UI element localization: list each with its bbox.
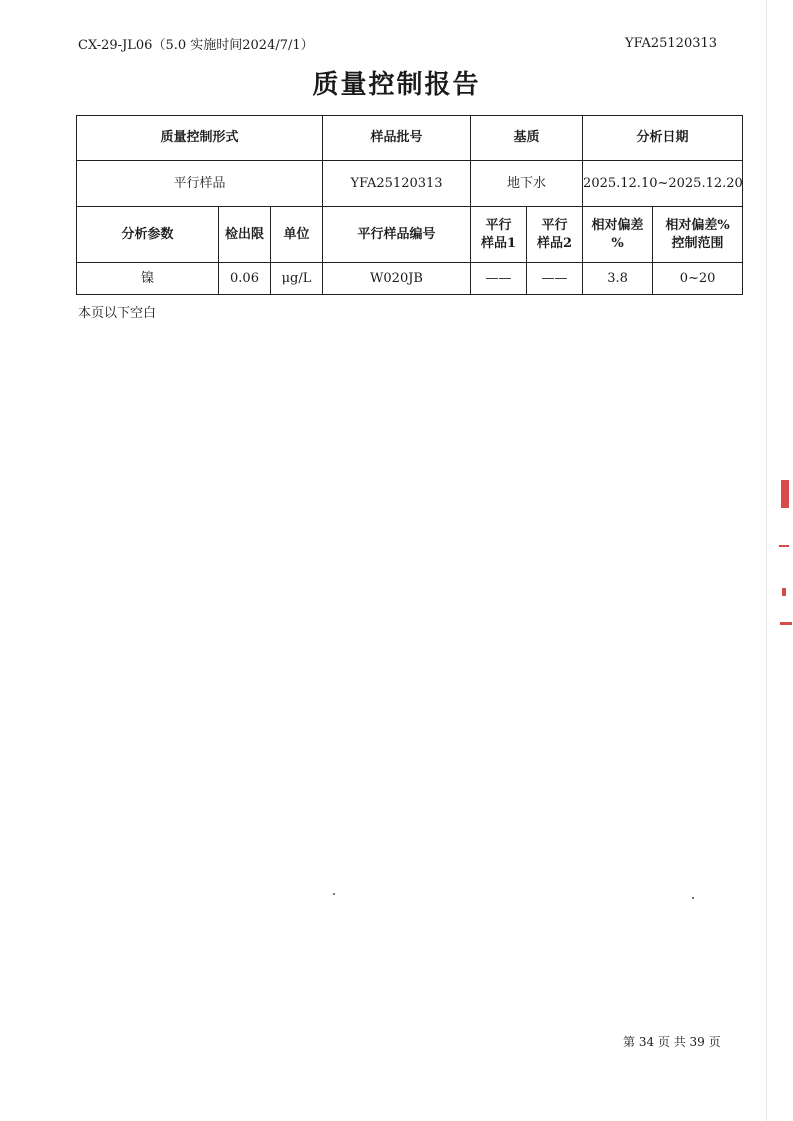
col-header-relative-deviation: 相对偏差 % [583, 207, 653, 263]
header-sample-batch: 样品批号 [323, 116, 471, 161]
form-code: CX-29-JL06（5.0 实施时间2024/7/1） [78, 38, 314, 53]
seal-fragment [779, 545, 789, 547]
cell-sample-id: W020JB [323, 263, 471, 295]
header-analysis-date: 分析日期 [583, 116, 743, 161]
cell-unit: μg/L [271, 263, 323, 295]
scan-speck [692, 897, 694, 899]
seal-fragment [782, 588, 786, 596]
blank-below-note: 本页以下空白 [78, 306, 157, 321]
col-header-unit: 单位 [271, 207, 323, 263]
cell-relative-deviation: 3.8 [583, 263, 653, 295]
table-row [77, 263, 743, 295]
header-matrix: 基质 [471, 116, 583, 161]
header-qc-form: 质量控制形式 [77, 116, 323, 161]
col-header-parallel-1: 平行 样品1 [471, 207, 527, 263]
matrix-value: 地下水 [471, 161, 583, 207]
cell-control-range: 0~20 [653, 263, 743, 295]
analysis-date-value: 2025.12.10~2025.12.20 [583, 161, 743, 207]
cell-parallel-2: —— [527, 263, 583, 295]
qc-form-value: 平行样品 [77, 161, 323, 207]
page-edge-shadow [766, 0, 767, 1121]
page-number: 第 34 页 共 39 页 [623, 1035, 721, 1049]
cell-limit: 0.06 [219, 263, 271, 295]
seal-fragment [780, 622, 792, 625]
seal-fragment [781, 480, 789, 508]
cell-param: 镍 [77, 263, 219, 295]
report-title: 质量控制报告 [312, 70, 481, 100]
col-header-limit: 检出限 [219, 207, 271, 263]
table-row [77, 116, 743, 161]
report-number: YFA25120313 [625, 36, 718, 51]
col-header-control-range: 相对偏差% 控制范围 [653, 207, 743, 263]
col-header-sample-id: 平行样品编号 [323, 207, 471, 263]
table-row [77, 161, 743, 207]
sample-batch-value: YFA25120313 [323, 161, 471, 207]
cell-parallel-1: —— [471, 263, 527, 295]
col-header-param: 分析参数 [77, 207, 219, 263]
table-row [77, 207, 743, 263]
col-header-parallel-2: 平行 样品2 [527, 207, 583, 263]
qc-table [76, 115, 743, 295]
scan-speck [333, 893, 335, 895]
